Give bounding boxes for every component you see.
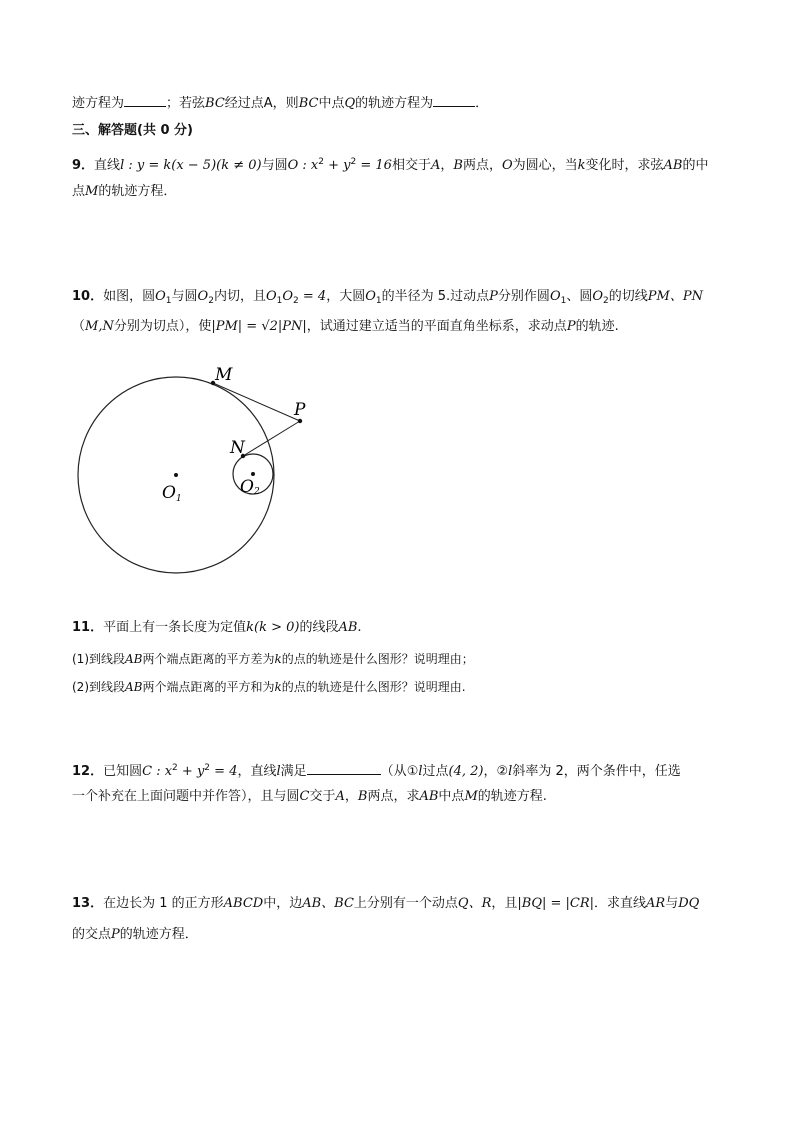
question-12 — [72, 759, 681, 781]
question-9 — [72, 153, 709, 175]
math: A — [430, 158, 441, 173]
math: DQ — [678, 896, 700, 911]
question-13 — [72, 895, 699, 913]
point-o1 — [174, 473, 178, 477]
math: l — [276, 764, 281, 779]
math: AB — [125, 652, 143, 666]
tangent-line-pm — [213, 383, 300, 421]
text: ． — [475, 96, 489, 111]
answer-blank[interactable] — [307, 762, 381, 775]
math: O — [282, 289, 294, 304]
math: = 16 — [356, 158, 392, 173]
text: 的轨迹方程． — [98, 184, 177, 199]
math: (k ≠ 0) — [216, 158, 262, 173]
text: 的半径为 5.过动点 — [381, 289, 490, 304]
text: 点 — [72, 184, 86, 199]
text: ， — [344, 789, 358, 804]
text: ，直线 — [237, 764, 277, 779]
text: 的轨迹方程. — [477, 789, 547, 804]
math: O — [592, 289, 604, 304]
text: 中点 — [318, 96, 345, 111]
text: 两个端点距离的平方和为 — [142, 680, 275, 694]
math: BC — [205, 96, 225, 111]
math: l — [508, 764, 513, 779]
math: k — [274, 652, 282, 666]
math: |PN| — [277, 319, 307, 334]
math: O — [501, 158, 513, 173]
text: 两个端点距离的平方差为 — [142, 652, 275, 666]
text: 的点的轨迹是什么图形？说明理由； — [281, 652, 474, 666]
math: 2 — [293, 296, 299, 306]
math: O — [265, 289, 277, 304]
math: M — [85, 184, 99, 199]
text: (2)到线段 — [72, 680, 125, 694]
question-10-cont — [72, 318, 619, 336]
math: |PM| = — [211, 319, 262, 334]
question-number: 9． — [72, 158, 95, 173]
text: ② — [496, 764, 509, 779]
text: 与 — [665, 896, 679, 911]
math: 1 — [375, 296, 382, 306]
math: 2 — [172, 763, 178, 773]
text: ① — [406, 764, 419, 779]
text: 与圆 — [171, 289, 198, 304]
math: P — [566, 319, 576, 334]
math: PM、PN — [647, 289, 703, 304]
math: k — [274, 680, 282, 694]
text: 过点 — [422, 764, 449, 779]
label-n: N — [230, 438, 245, 458]
text: (1)到线段 — [72, 652, 125, 666]
math: = 4 — [210, 764, 238, 779]
text: （从 — [380, 764, 407, 779]
question-number: 11． — [72, 620, 104, 635]
question-11-part-2 — [72, 678, 466, 696]
math: M,N — [85, 319, 114, 334]
math: + y — [324, 158, 351, 173]
math: 1 — [276, 296, 283, 306]
label-o2: O — [240, 477, 254, 497]
text: 两点，求 — [367, 789, 420, 804]
text: ， — [483, 764, 497, 779]
text: 直线 — [94, 158, 121, 173]
label-m: M — [215, 365, 233, 385]
text: 平面上有一条长度为定值 — [103, 620, 247, 635]
math: O — [155, 289, 166, 304]
text: 中点 — [438, 789, 465, 804]
answer-blank[interactable] — [124, 94, 166, 107]
text: （ — [72, 319, 86, 334]
text: 如图，圆 — [103, 289, 156, 304]
math: k — [577, 158, 586, 173]
math: 2 — [318, 157, 324, 167]
text: ，且 — [491, 896, 518, 911]
text: 相交于 — [391, 158, 431, 173]
text: 满足 — [280, 764, 307, 779]
question-9-cont — [72, 183, 176, 201]
math: AR — [646, 896, 666, 911]
text: 两点， — [462, 158, 502, 173]
point-o2 — [251, 472, 255, 476]
question-12-cont — [72, 788, 547, 806]
text: 的切线 — [608, 289, 648, 304]
tangent-circles-figure — [60, 350, 360, 590]
math: C : x — [142, 764, 173, 779]
fill-in-line — [72, 94, 488, 113]
math: 2 — [208, 296, 214, 306]
text: 分别作圆 — [497, 289, 550, 304]
text: 迹方程为 — [72, 96, 125, 111]
question-11 — [72, 619, 362, 637]
question-10 — [72, 288, 703, 310]
math: O — [549, 289, 561, 304]
text: 为圆心，当 — [512, 158, 578, 173]
text: 斜率为 2，两个条件中，任选 — [512, 764, 681, 779]
text: 一个补充在上面问题中并作答），且与圆 — [72, 789, 300, 804]
text: 的轨迹方程为 — [355, 96, 434, 111]
math: O — [365, 289, 376, 304]
math: k — [246, 620, 254, 635]
math: (x − 5) — [171, 158, 217, 173]
question-13-cont — [72, 926, 198, 944]
text: 交于 — [309, 789, 336, 804]
math: AB — [419, 789, 439, 804]
math: C — [299, 789, 310, 804]
text: 的点的轨迹是什么图形？说明理由. — [281, 680, 466, 694]
label-o2-sub: 2 — [254, 487, 260, 497]
math: 1 — [165, 296, 172, 306]
text: 上分别有一个动点 — [353, 896, 458, 911]
text: ，试通过建立适当的平面直角坐标系，求动点 — [306, 319, 567, 334]
text: 、圆 — [566, 289, 593, 304]
text: 的线段 — [299, 620, 339, 635]
text: ，大圆 — [326, 289, 366, 304]
math: AB、BC — [302, 896, 354, 911]
math: √2 — [261, 319, 278, 334]
math: |BQ| = |CR| — [517, 896, 595, 911]
math: AB — [663, 158, 683, 173]
question-number: 13． — [72, 896, 104, 911]
text: ， — [440, 158, 454, 173]
text: 在边长为 1 的正方形 — [103, 896, 224, 911]
text: ．求直线 — [594, 896, 647, 911]
question-11-part-1 — [72, 650, 474, 668]
math: B — [357, 789, 368, 804]
label-o1-sub: 1 — [176, 494, 182, 504]
math: = 4 — [298, 289, 327, 304]
math: 2 — [204, 763, 211, 773]
math: l : y = k — [120, 158, 172, 173]
question-number: 10． — [72, 289, 104, 304]
label-o1: O — [162, 483, 176, 503]
math: (k > 0) — [254, 620, 300, 635]
text: 已知圆 — [103, 764, 143, 779]
text: 的轨迹方程． — [119, 927, 198, 942]
math: AB. — [338, 620, 362, 635]
math: P — [111, 927, 120, 942]
math: O : x — [287, 158, 319, 173]
math: O — [197, 289, 209, 304]
math: BC — [298, 96, 319, 111]
text: 的交点 — [72, 927, 112, 942]
text: 的中 — [682, 158, 709, 173]
text: 的轨迹. — [575, 319, 619, 334]
math: M — [464, 789, 478, 804]
text: 分别为切点），使 — [113, 319, 212, 334]
math: 1 — [560, 296, 567, 306]
math: A — [335, 789, 345, 804]
math: 2 — [603, 296, 609, 306]
text: 与圆 — [261, 158, 288, 173]
math: AB — [125, 680, 143, 694]
answer-blank[interactable] — [433, 94, 475, 107]
question-number: 12． — [72, 764, 104, 779]
text: 变化时，求弦 — [585, 158, 664, 173]
math: P — [489, 289, 498, 304]
text: ；若弦 — [166, 96, 206, 111]
section-heading: 三、解答题(共 0 分) — [72, 123, 193, 138]
math: Q — [344, 96, 356, 111]
text: 内切，且 — [213, 289, 266, 304]
math: 2 — [350, 157, 357, 167]
math: ABCD — [223, 896, 264, 911]
math: Q、R — [457, 896, 492, 911]
math: + y — [177, 764, 205, 779]
text: 中，边 — [263, 896, 303, 911]
text: 经过点A，则 — [224, 96, 299, 111]
math: (4, 2) — [448, 764, 484, 779]
math: l — [418, 764, 423, 779]
label-p: P — [294, 400, 306, 420]
math: B — [453, 158, 463, 173]
